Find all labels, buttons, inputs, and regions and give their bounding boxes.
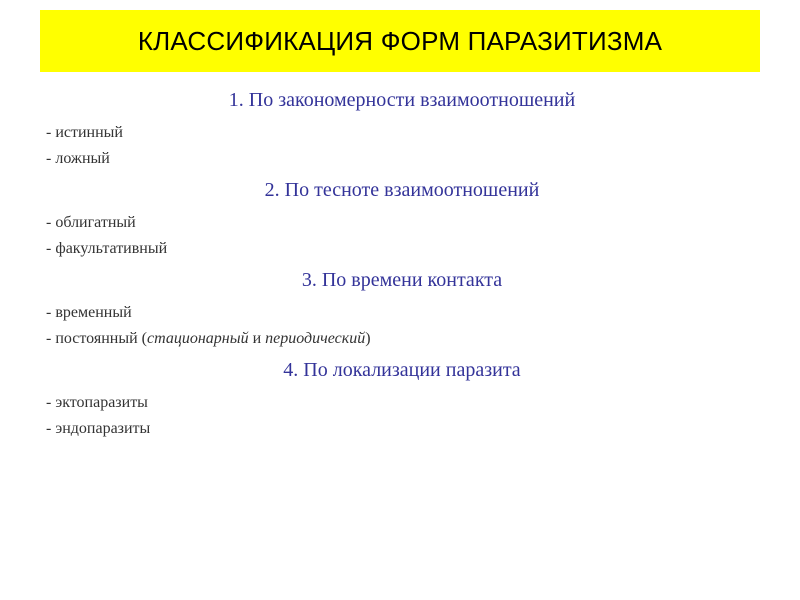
section-4 [44, 356, 760, 442]
title-banner [40, 10, 760, 72]
list-item: - ложный [46, 150, 110, 167]
section-2 [44, 176, 760, 262]
list-item: - облигатный [46, 214, 136, 231]
section-heading: 2. По тесноте взаимоотношений [264, 179, 540, 201]
item-prefix: - постоянный ( [46, 330, 147, 347]
list-item: - факультативный [46, 240, 168, 257]
item-note-stationary: стационарный [147, 330, 249, 347]
list-item-permanent [44, 326, 760, 352]
list-item: - эндопаразиты [46, 420, 151, 437]
section-3 [44, 266, 760, 352]
section-1 [44, 86, 760, 172]
list-item: - истинный [46, 124, 123, 141]
list-item: - эктопаразиты [46, 394, 148, 411]
slide-content [44, 82, 760, 442]
item-middle: и [248, 330, 266, 347]
section-heading: 3. По времени контакта [301, 269, 503, 291]
section-heading: 1. По закономерности взаимоотношений [228, 89, 576, 111]
item-suffix: ) [365, 330, 371, 347]
list-item: - временный [46, 304, 132, 321]
item-note-periodic: периодический [265, 330, 366, 347]
slide-title: КЛАССИФИКАЦИЯ ФОРМ ПАРАЗИТИЗМА [137, 25, 663, 56]
section-heading: 4. По локализации паразита [283, 359, 521, 381]
